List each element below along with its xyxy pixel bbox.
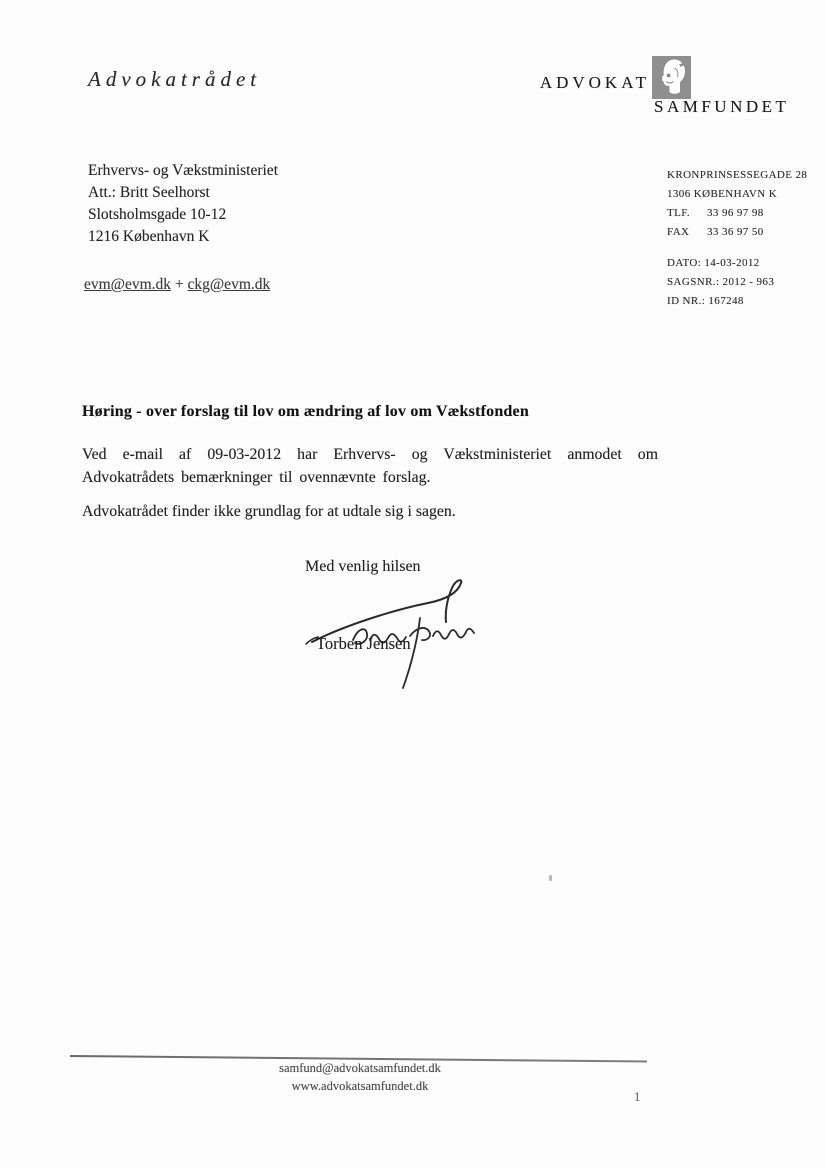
subject-heading: Høring - over forslag til lov om ændring af lov om Vækstfonden — [82, 403, 529, 420]
recipient-line: Slotsholmsgade 10-12 — [88, 206, 227, 223]
phone-label: TLF. — [667, 207, 691, 219]
body-paragraph-2: Advokatrådet finder ikke grundlag for at udtale sig i sagen. — [82, 503, 456, 520]
fax-value: 33 36 97 50 — [707, 226, 764, 238]
body-paragraph-1: Ved e-mail af 09-03-2012 har Erhvervs- og Vækstministeriet anmodet om Advokatrådets bemærkninger til ovennævnte forslag. — [82, 446, 658, 486]
recipient-address-block — [88, 160, 278, 248]
sender-contact-block — [667, 166, 822, 311]
recipient-line: Att.: Britt Seelhorst — [88, 184, 210, 201]
brand-wordmark: Advokatrådet — [88, 67, 262, 91]
logo-text-advokat: ADVOKAT — [539, 73, 650, 92]
logo-text-samfundet: SAMFUNDET — [654, 97, 790, 116]
footer-email[interactable]: samfund@advokatsamfundet.dk — [279, 1061, 441, 1075]
scan-artifact — [549, 875, 552, 881]
page-number: 1 — [634, 1089, 641, 1104]
phone-row — [667, 204, 822, 223]
phone-value: 33 96 97 98 — [707, 207, 764, 219]
case-number-line: SAGSNR.: 2012 - 963 — [667, 276, 775, 288]
id-number-line: ID NR.: 167248 — [667, 295, 744, 307]
email-link-ckg[interactable]: ckg@evm.dk — [187, 276, 271, 293]
sender-street: KRONPRINSESSEGADE 28 — [667, 169, 808, 181]
recipient-line: Erhvervs- og Vækstministeriet — [88, 162, 278, 179]
date-line: DATO: 14-03-2012 — [667, 257, 760, 269]
recipient-line: 1216 København K — [88, 228, 210, 245]
fax-label: FAX — [667, 226, 690, 238]
email-link-evm[interactable]: evm@evm.dk — [84, 276, 172, 293]
footer-website[interactable]: www.advokatsamfundet.dk — [291, 1079, 429, 1093]
sender-city: 1306 KØBENHAVN K — [667, 188, 778, 200]
fax-row — [667, 223, 822, 242]
email-separator: + — [171, 276, 188, 293]
recipient-emails — [84, 276, 270, 294]
signer-name: Torben Jensen — [316, 634, 411, 653]
closing-salutation: Med venlig hilsen — [305, 558, 421, 575]
